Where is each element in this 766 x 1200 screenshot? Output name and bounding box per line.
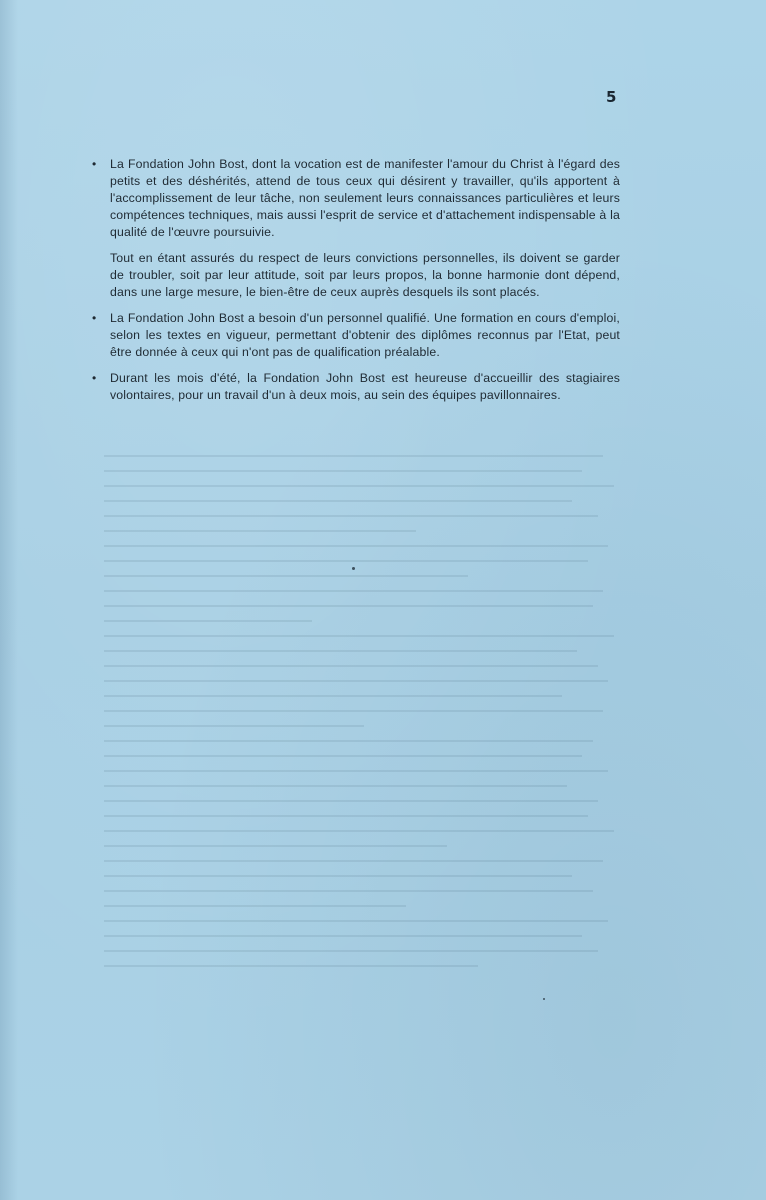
paragraph: La Fondation John Bost, dont la vocation est de manifester l'amour du Christ à l'égard des petits et des déshérités, attend de tous ceux qui désirent y travailler, qu'ils apportent à l'accomplissement de leur tâche, non seulement leurs connaissances particulières et leurs compétences techniques, mais aussi l'esprit de service et d'attachement indispensable à la qualité de l'œuvre poursuivie. (110, 157, 620, 239)
bullet-item-qualification (92, 310, 620, 361)
bullet-icon: • (92, 311, 97, 325)
paper-speck (543, 998, 545, 1000)
page-number: 5 (606, 88, 617, 106)
bullet-icon: • (92, 157, 97, 171)
page-edge-shadow (0, 0, 18, 1200)
show-through-text (104, 455, 624, 1015)
bullet-icon: • (92, 371, 97, 385)
paragraph: Tout en étant assurés du respect de leurs convictions personnelles, ils doivent se garder de troubler, soit par leur attitude, soit par leurs propos, la bonne harmonie dont dépend, dans une large mesure, le bien-être de ceux auprès desquels ils sont placés. (110, 251, 620, 299)
paper-speck (352, 567, 355, 570)
paragraph: La Fondation John Bost a besoin d'un personnel qualifié. Une formation en cours d'emploi, selon les textes en vigueur, permettant d'obtenir des diplômes reconnus par l'Etat, peut être donnée à ceux qui n'ont pas de qualification préalable. (110, 311, 620, 359)
bullet-item-vocation (92, 156, 620, 301)
paragraph: Durant les mois d'été, la Fondation John Bost est heureuse d'accueillir des stagiaires volontaires, pour un travail d'un à deux mois, au sein des équipes pavillonnaires. (110, 371, 620, 402)
text-body (92, 156, 620, 404)
bullet-item-stagiaires (92, 370, 620, 404)
